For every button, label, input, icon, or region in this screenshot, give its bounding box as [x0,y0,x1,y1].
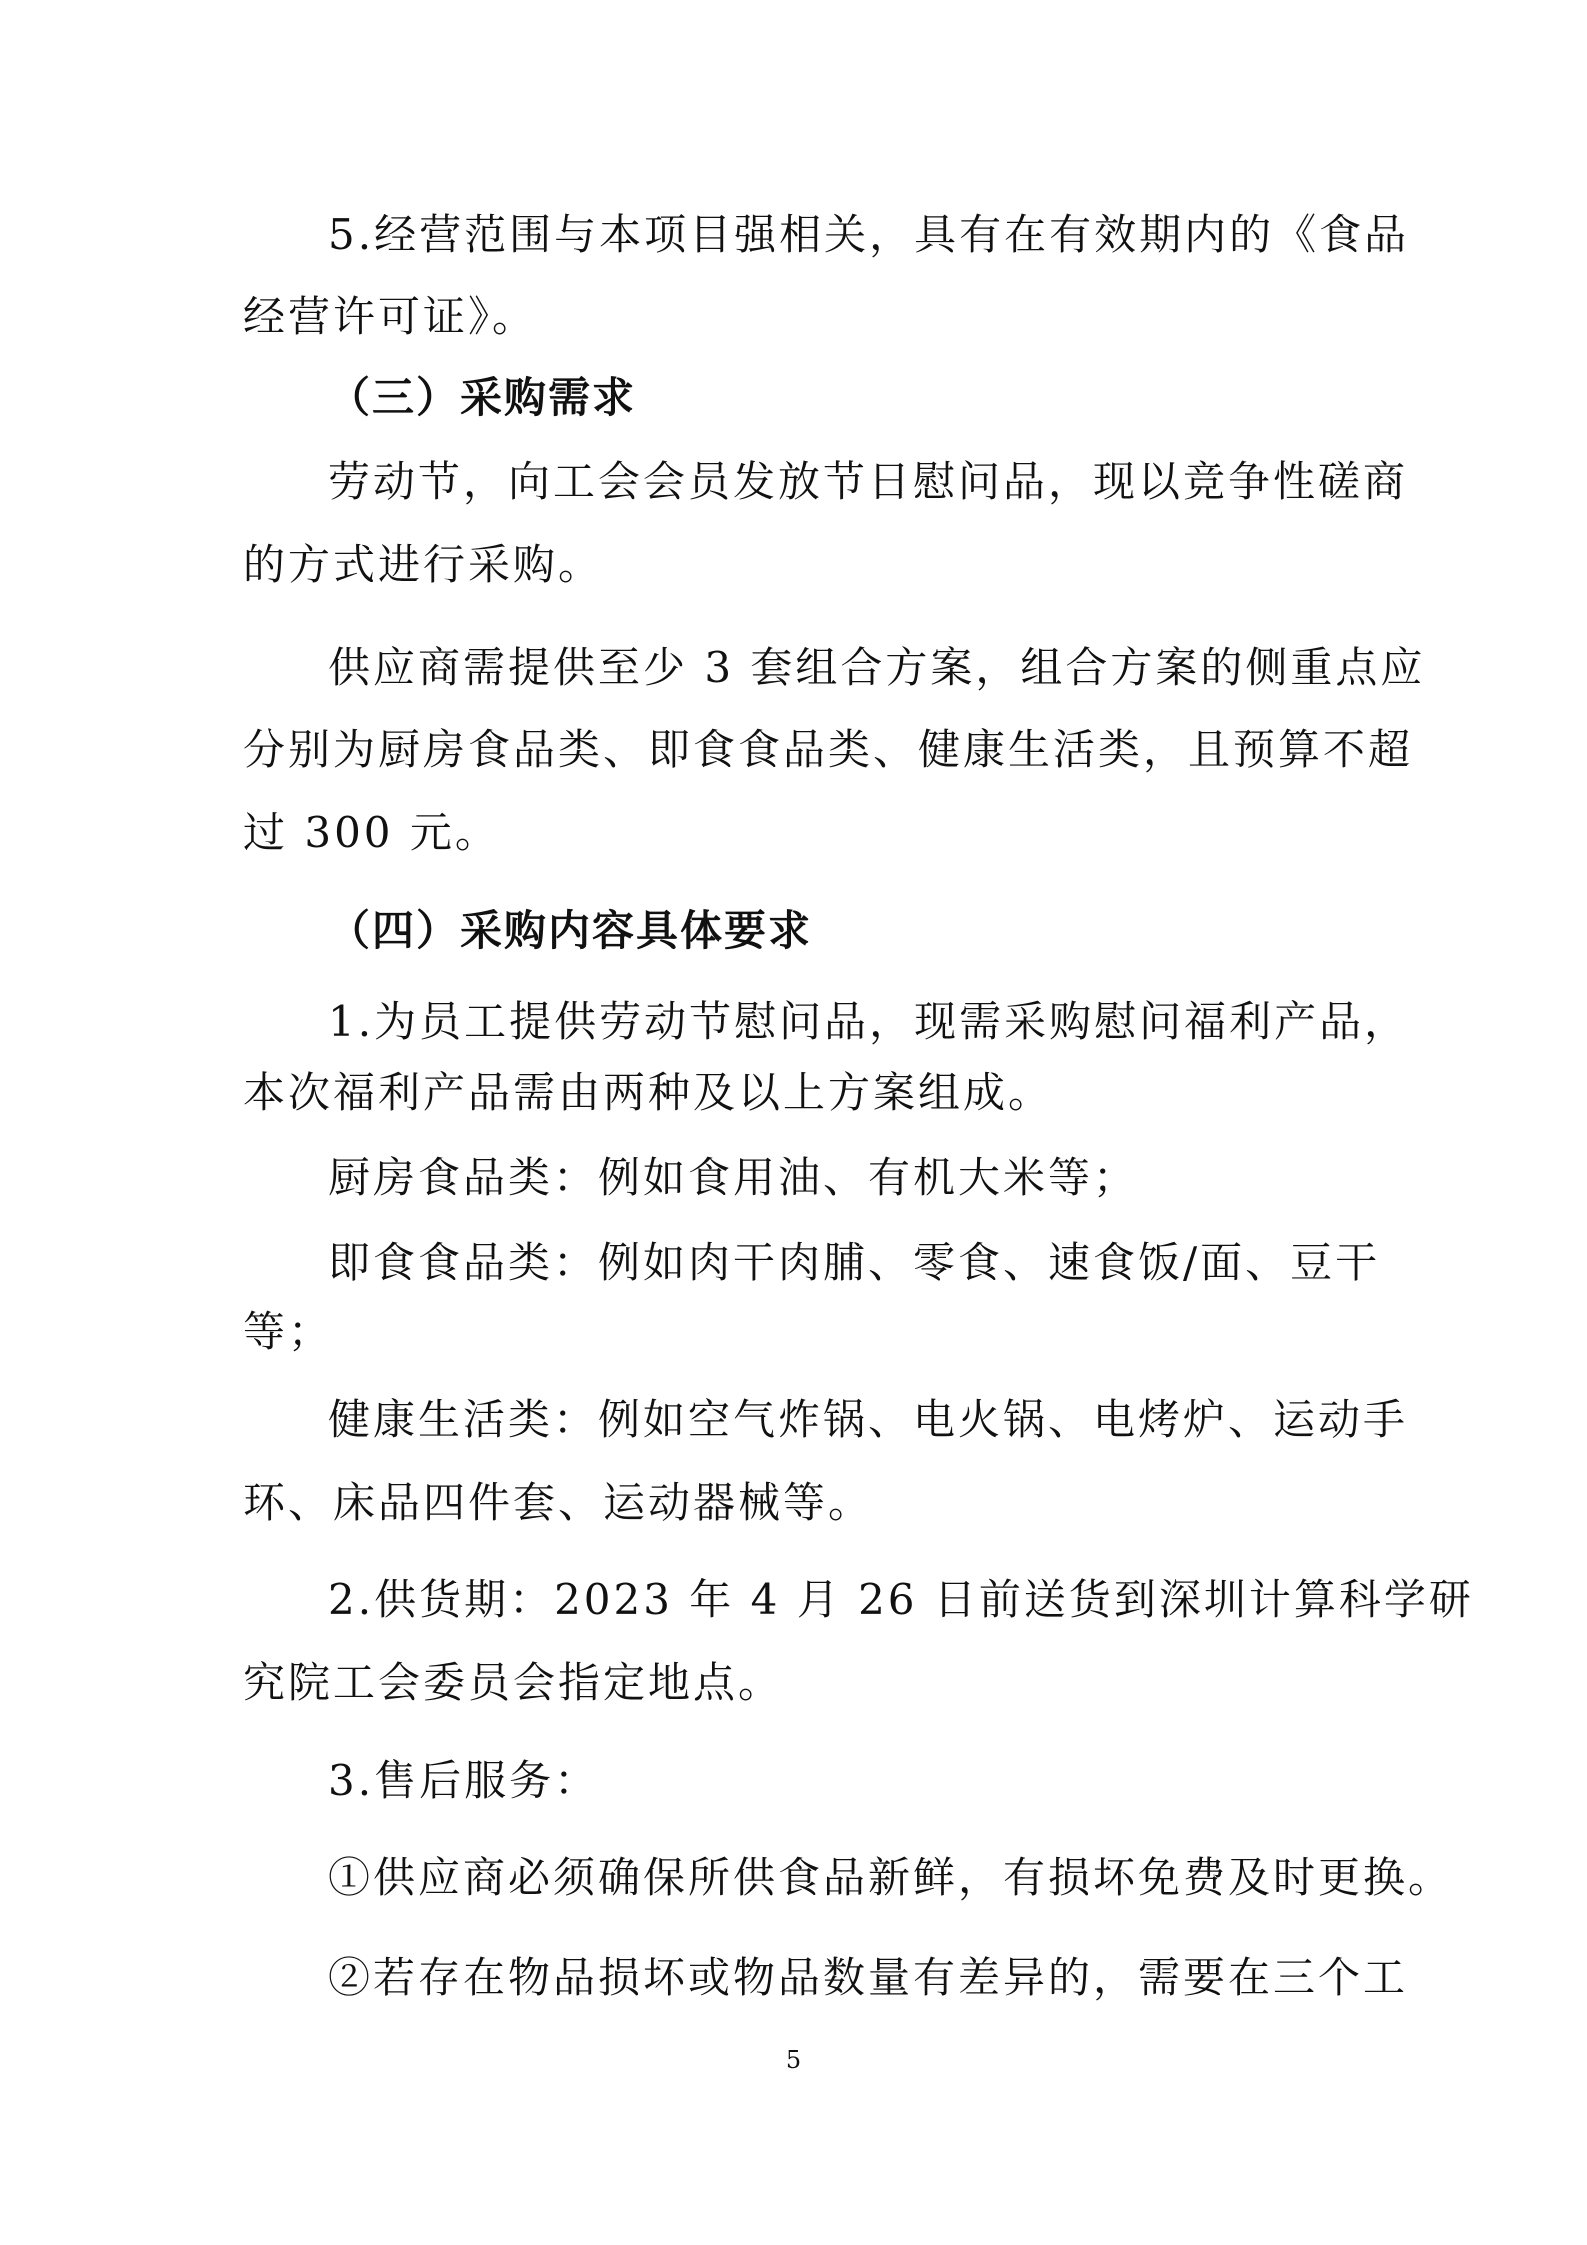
paragraph-line: 的方式进行采购。 [243,540,604,589]
paragraph-line: 分别为厨房食品类、即食食品类、健康生活类，且预算不超 [243,725,1414,774]
paragraph-line: 经营许可证》。 [243,292,538,341]
paragraph-line: 健康生活类：例如空气炸锅、电火锅、电烤炉、运动手 [328,1395,1409,1444]
paragraph-line: 过 300 元。 [243,808,500,857]
paragraph-line: 2.供货期：2023 年 4 月 26 日前送货到深圳计算科学研 [328,1575,1474,1624]
paragraph-line: 即食食品类：例如肉干肉脯、零食、速食饭/面、豆干 [328,1238,1381,1287]
page-number: 5 [785,2046,802,2074]
paragraph-line: 本次福利产品需由两种及以上方案组成。 [243,1068,1054,1117]
paragraph-line: 究院工会委员会指定地点。 [243,1658,784,1707]
section-heading: （四）采购内容具体要求 [328,906,813,955]
paragraph-line: 劳动节，向工会会员发放节日慰问品，现以竞争性磋商 [328,457,1409,506]
paragraph-line: 厨房食品类：例如食用油、有机大米等； [328,1153,1139,1202]
paragraph-line: 供应商需提供至少 3 套组合方案，组合方案的侧重点应 [328,643,1426,692]
paragraph-line: 3.售后服务： [328,1756,600,1805]
paragraph-line: 1.为员工提供劳动节慰问品，现需采购慰问福利产品， [328,997,1410,1046]
paragraph-line: ①供应商必须确保所供食品新鲜，有损坏免费及时更换。 [328,1853,1454,1902]
paragraph-line: 环、床品四件套、运动器械等。 [243,1478,874,1527]
paragraph-line: ②若存在物品损坏或物品数量有差异的，需要在三个工 [328,1953,1409,2002]
section-heading: （三）采购需求 [328,373,637,422]
paragraph-line: 等； [243,1307,334,1356]
paragraph-line: 5.经营范围与本项目强相关，具有在有效期内的《食品 [328,210,1410,259]
